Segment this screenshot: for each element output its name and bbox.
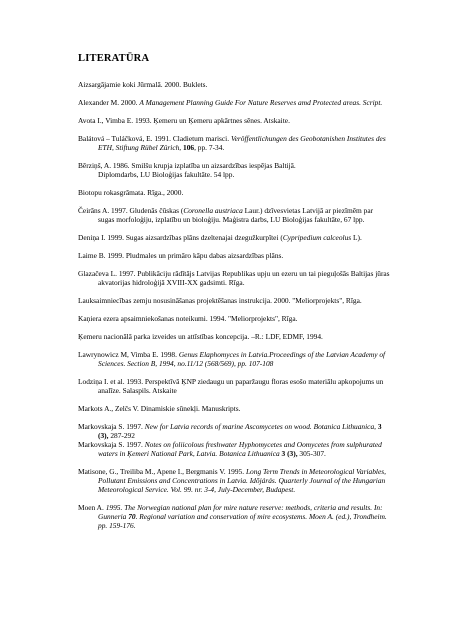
reference-item: Markots A., Zelčs V. Dinamiskie sūnekļi. Manuskripts.: [78, 404, 241, 413]
reference-item: Laime B. 1999. Pludmales un primāro kāpu dabas aizsardzības plāns.: [78, 251, 284, 260]
reference-item: Matisone, G., Treiliba M., Apene I., Bergmanis V. 1995. Long Term Trends in Meteorological Variables, Pollutant Emissions and Concentrations in Latvia. Idōjárás. Quarterly Journal of the Hungarian Meteorological Service. Vol. 99. nr. 3-4, July-December, Budapest.: [78, 467, 386, 494]
reference-item: Lawrynowicz M, Vimba E. 1998. Genus Elaphomyces in Latvia.Proceedings of the Latvian Academy of Sciences. Section B, 1994, no.11/12 (568/569), pp. 107-108: [78, 350, 386, 368]
page-title: LITERATŪRA: [78, 53, 150, 64]
reference-item: Moen A. 1995. The Norwegian national plan for mire nature reserve: methods, criteria and results. In: Gunneria 70. Regional variation and conservation of mire ecosystems. Moen A. (ed.), Trondheim. pp. 159-176.: [78, 503, 387, 530]
reference-item: Ķemeru nacionālā parka izveides un attīstības koncepcija. –R.: LDF, EDMF, 1994.: [78, 332, 323, 341]
reference-item: Glazačeva L. 1997. Publikāciju rādītājs Latvijas Republikas upju un ezeru un tai pieguļošās Baltijas jūras akvatorijas hidroloģijā XVIII-XX gadsimti. Rīga.: [78, 269, 390, 287]
reference-item: Aizsargājamie koki Jūrmalā. 2000. Buklets.: [78, 80, 208, 89]
reference-item: Lodziņa I. et al. 1993. Perspektīvā ĶNP ziedaugu un paparžaugu floras esošo materiālu apkopojums un analīze. Salaspils. Atskaite: [78, 377, 384, 395]
reference-item: Deniņa I. 1999. Sugas aizsardzības plāns dzeltenajai dzegužkurpītei (Cypripedium calceolus L).: [78, 233, 362, 242]
reference-item: Čeirāns A. 1997. Gludenās čūskas (Coronella austriaca Laur.) dzīvesvietas Latvijā ar piezīmēm par sugas morfoloģiju, izplatību un bioloģiju. Maģistra darbs, LU Bioloģijas fakultāte, 67 lpp.: [78, 206, 374, 224]
reference-item: Balátová – Tuláčková, E. 1991. Cladietum marisci. Veröffentlichungen des Geobotanishen Institutes des ETH, Stiftung Rübel Zürich, 106, pp. 7-34.: [78, 134, 386, 152]
reference-list: [78, 80, 424, 530]
reference-item: Kaņiera ezera apsaimniekošanas noteikumi. 1994. "Meliorprojekts", Rīga.: [78, 314, 298, 323]
reference-item: Lauksaimniecības zemju nosusināšanas projektēšanas instrukcija. 2000. "Meliorprojekts", Rīga.: [78, 296, 362, 305]
reference-item: Bērziņš, A. 1986. Smilšu krupja izplatība un aizsardzības iespējas Baltijā. Diplomdarbs, LU Bioloģijas fakultāte. 54 lpp.: [78, 161, 296, 179]
reference-item: Markovskaja S. 1997. Notes on foliicolous freshwater Hyphomycetes and Oomycetes from sulphurated waters in Ķemeri National Park, Latvia. Botanica Lithuanica 3 (3), 305-307.: [78, 440, 382, 458]
reference-item: Biotopu rokasgrāmata. Rīga., 2000.: [78, 188, 184, 197]
reference-item: Avota I., Vimba E. 1993. Ķemeru un Ķemeru apkārtnes sēnes. Atskaite.: [78, 116, 290, 125]
reference-item: Alexander M. 2000. A Management Planning Guide For Nature Reserves amd Protected areas. Script.: [78, 98, 383, 107]
reference-item: Markovskaja S. 1997. New for Latvia records of marine Ascomycetes on wood. Botanica Lithuanica, 3 (3), 287-292: [78, 422, 382, 440]
